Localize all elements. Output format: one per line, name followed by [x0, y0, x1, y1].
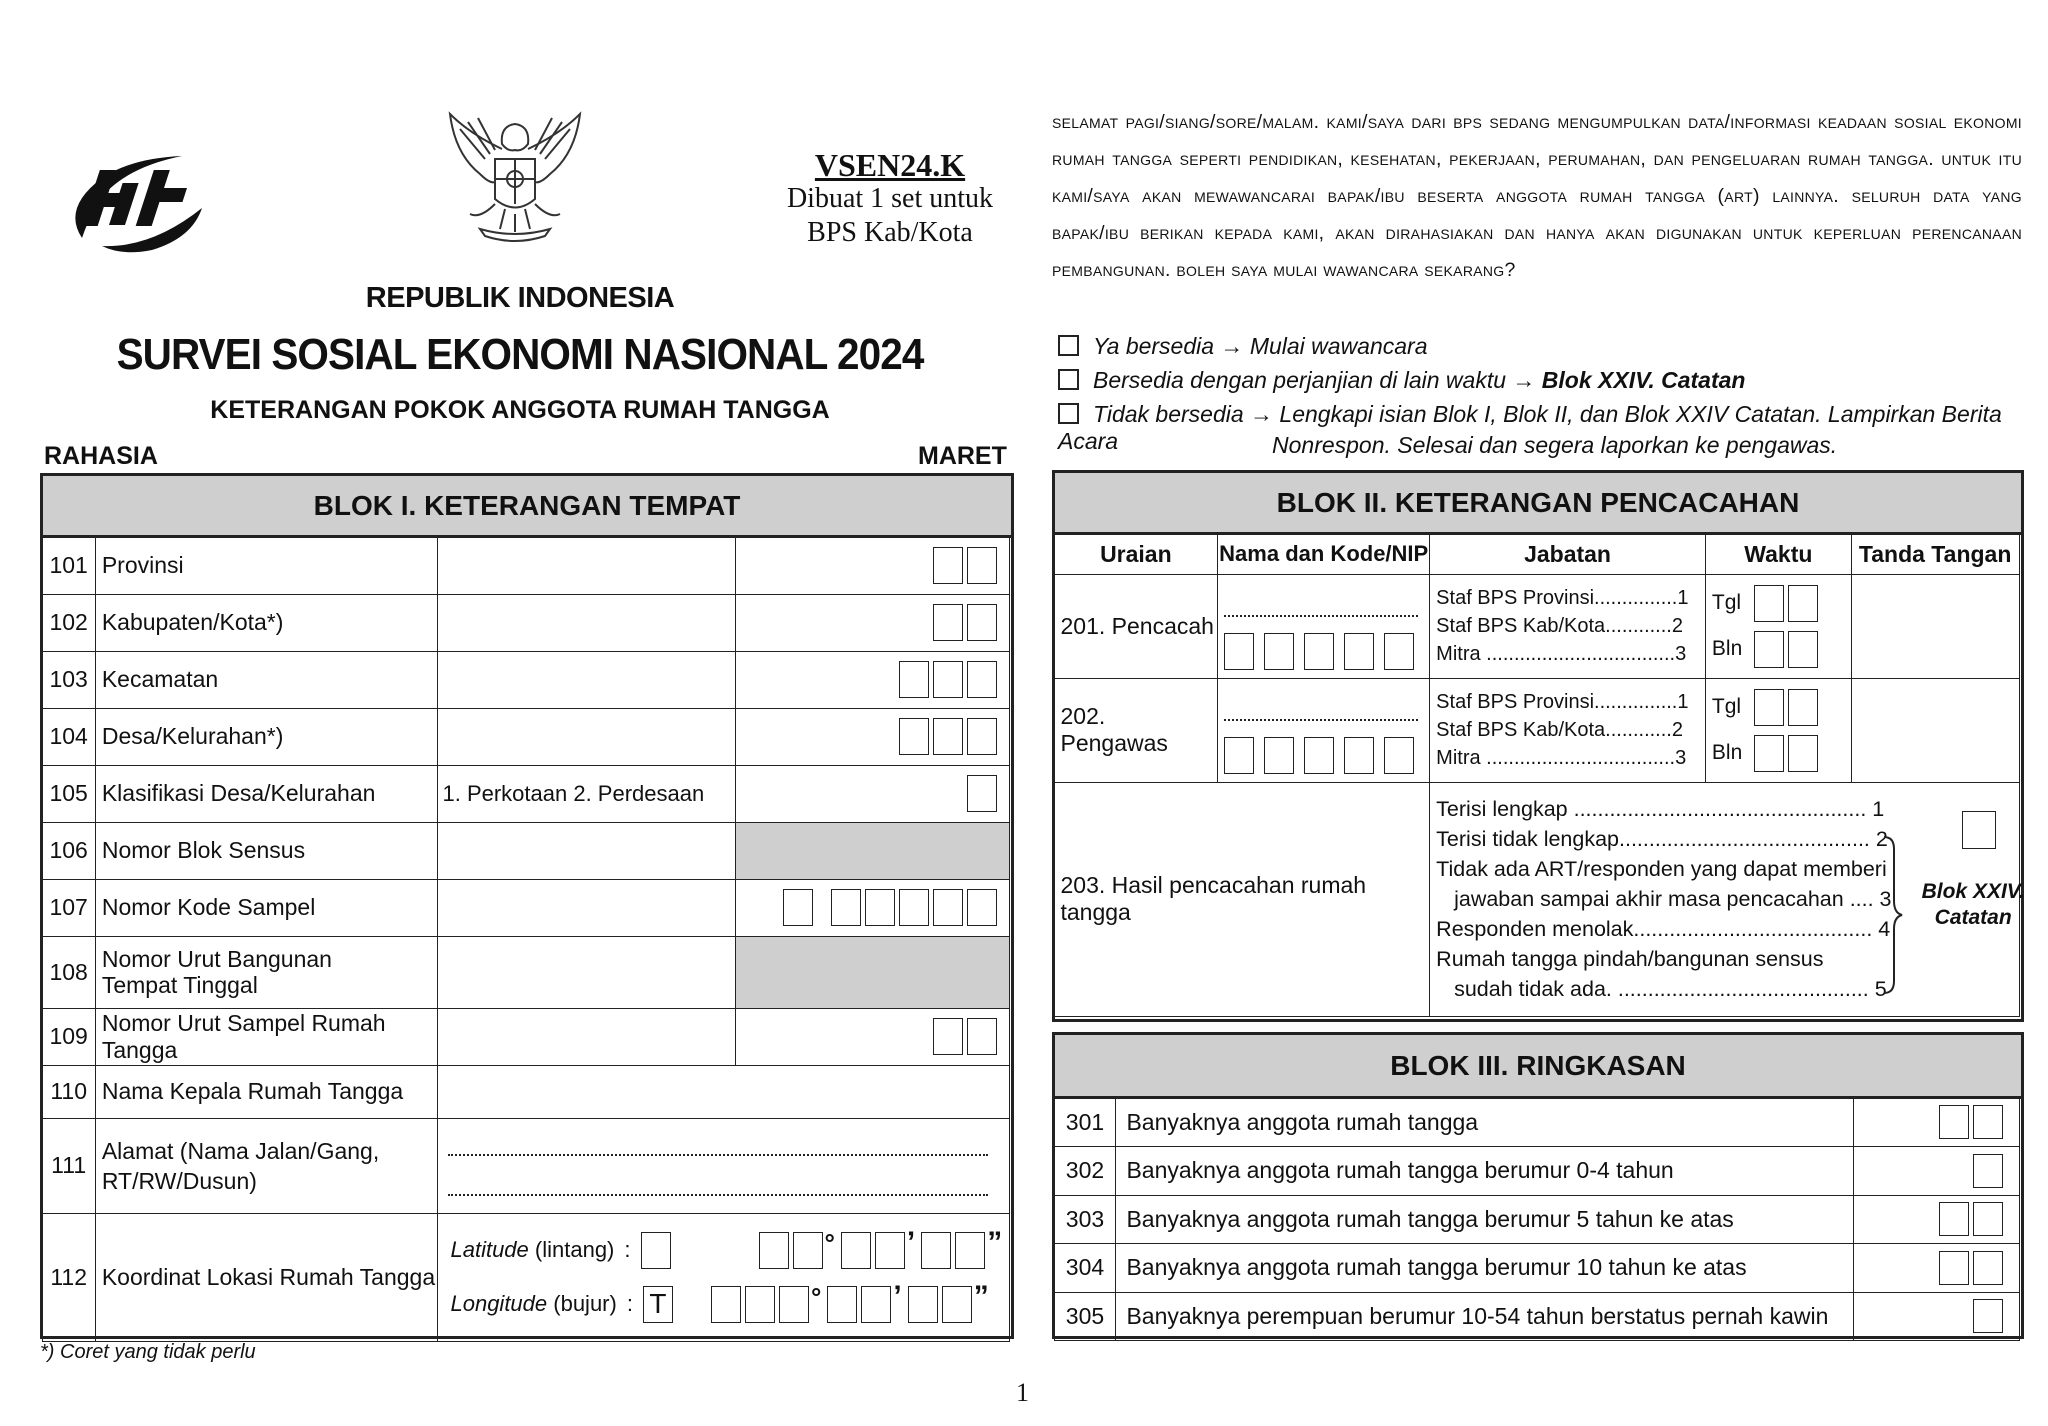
consent-option-2[interactable] [1058, 367, 1745, 394]
row-number: 304 [1054, 1244, 1116, 1293]
result-option: Responden menolak........................................ 4 [1436, 917, 1891, 941]
bln-label: Bln [1711, 741, 1743, 764]
date-box[interactable] [1754, 689, 1784, 726]
date-box[interactable] [1788, 689, 1818, 726]
block-3-title: BLOK III. RINGKASAN [1055, 1035, 2021, 1099]
shaded-cell [735, 822, 1009, 879]
row-number: 105 [42, 765, 95, 822]
nip-box[interactable] [1264, 737, 1294, 774]
minute-symbol: ’ [906, 1226, 916, 1259]
value-field[interactable] [438, 879, 735, 936]
row-label: Provinsi [95, 537, 438, 594]
latitude-sublabel: (lintang) [528, 1237, 615, 1262]
longitude-label: Longitude [450, 1291, 548, 1316]
code-field[interactable] [735, 879, 1009, 936]
row-number: 305 [1054, 1292, 1116, 1341]
position-option: Staf BPS Kab/Kota............2 [1436, 719, 1683, 741]
table-row [42, 537, 1009, 594]
code-box[interactable] [967, 661, 997, 698]
table-row [1054, 1147, 2019, 1196]
block-2-title: BLOK II. KETERANGAN PENCACAHAN [1055, 473, 2021, 535]
table-row [1054, 1098, 2019, 1147]
table-row [42, 651, 1009, 708]
col-header: Tanda Tangan [1851, 534, 2019, 574]
lat-sec-box[interactable] [921, 1232, 951, 1269]
code-field[interactable] [735, 1008, 1009, 1065]
count-box[interactable] [1973, 1202, 2003, 1236]
officer-name-field[interactable] [1218, 574, 1430, 678]
nip-boxes [1224, 633, 1425, 670]
code-box[interactable] [899, 718, 929, 755]
month-box[interactable] [1788, 631, 1818, 668]
nip-box[interactable] [1344, 633, 1374, 670]
lon-sec-box[interactable] [942, 1286, 972, 1323]
lat-deg-box[interactable] [759, 1232, 789, 1269]
code-box[interactable] [933, 661, 963, 698]
second-symbol: ” [973, 1280, 989, 1313]
code-box[interactable] [783, 889, 813, 926]
table-row [42, 708, 1009, 765]
survey-title: SURVEI SOSIAL EKONOMI NASIONAL 2024 [116, 330, 924, 379]
count-field[interactable] [1853, 1244, 2019, 1293]
code-box[interactable] [933, 1018, 963, 1055]
lon-deg-box[interactable] [711, 1286, 741, 1323]
address-line-2[interactable] [448, 1162, 988, 1196]
officer-row [1054, 678, 2019, 782]
date-box[interactable] [1788, 585, 1818, 622]
count-field[interactable] [1853, 1147, 2019, 1196]
month-label: MARET [918, 442, 1007, 470]
name-field[interactable] [438, 708, 735, 765]
nip-box[interactable] [1224, 737, 1254, 774]
row-label: Kabupaten/Kota*) [95, 594, 438, 651]
page-number: 1 [1016, 1378, 1029, 1407]
col-header: Waktu [1705, 534, 1851, 574]
nip-box[interactable] [1344, 737, 1374, 774]
row-number: 109 [42, 1008, 95, 1065]
form-note-line1: Dibuat 1 set untuk [786, 183, 994, 214]
count-field[interactable] [1853, 1098, 2019, 1147]
value-field[interactable] [438, 1008, 735, 1065]
count-box[interactable] [1973, 1251, 2003, 1285]
lat-min-box[interactable] [841, 1232, 871, 1269]
lon-deg-box[interactable] [745, 1286, 775, 1323]
row-label: Nomor Blok Sensus [95, 822, 438, 879]
secrecy-label: RAHASIA [44, 442, 158, 470]
officer-row [1054, 574, 2019, 678]
lon-deg-box[interactable] [779, 1286, 809, 1323]
lat-deg-box[interactable] [793, 1232, 823, 1269]
consent-option-3-line2: Nonrespon. Selesai dan segera laporkan ke pengawas. [1272, 432, 1838, 458]
result-label: 203. Hasil pencacahan rumah tangga [1054, 782, 1430, 1016]
count-field[interactable] [1853, 1292, 2019, 1341]
degree-symbol: ° [824, 1227, 835, 1258]
table-row [42, 1008, 1009, 1065]
address-field[interactable] [438, 1118, 1009, 1213]
block-2-table [1054, 534, 2025, 1017]
latitude-label: Latitude [450, 1237, 529, 1262]
lon-prefix-box: T [643, 1286, 673, 1323]
table-row [42, 765, 1009, 822]
code-box[interactable] [967, 547, 997, 584]
result-code-box[interactable] [1962, 811, 1996, 849]
coordinate-field [438, 1213, 1009, 1341]
code-box[interactable] [933, 889, 963, 926]
form-code: VSEN24.K [814, 147, 966, 183]
row-label: Banyaknya anggota rumah tangga berumur 10 tahun ke atas [1116, 1244, 1853, 1293]
code-field[interactable] [735, 537, 1009, 594]
month-box[interactable] [1754, 735, 1784, 772]
position-list [1430, 574, 1706, 678]
checkbox[interactable] [1058, 369, 1079, 390]
option-bold-label: Blok XXIV. Catatan [1541, 367, 1746, 393]
code-field[interactable] [735, 765, 1009, 822]
catatan-ref-line2: Catatan [1934, 905, 2012, 929]
row-number: 303 [1054, 1195, 1116, 1244]
code-box[interactable] [933, 718, 963, 755]
position-list [1430, 678, 1706, 782]
count-box[interactable] [1973, 1299, 2003, 1333]
block-3-table [1054, 1098, 2020, 1342]
block-2 [1052, 470, 2024, 1022]
nip-box[interactable] [1304, 633, 1334, 670]
brace-icon [1880, 835, 1904, 995]
name-line[interactable] [1224, 587, 1418, 617]
result-option: Terisi lengkap ................................................. 1 [1436, 797, 1885, 821]
code-field[interactable] [735, 708, 1009, 765]
row-number: 302 [1054, 1147, 1116, 1196]
name-field[interactable] [438, 537, 735, 594]
block-3 [1052, 1032, 2024, 1339]
table-row [42, 879, 1009, 936]
row-label-line1: Alamat (Nama Jalan/Gang, [101, 1137, 380, 1164]
value-field[interactable] [438, 822, 735, 879]
month-box[interactable] [1788, 735, 1818, 772]
block-1 [40, 473, 1014, 1339]
row-label: Banyaknya anggota rumah tangga berumur 5 tahun ke atas [1116, 1195, 1853, 1244]
row-label: Nomor Kode Sampel [95, 879, 438, 936]
table-row [42, 1213, 1009, 1341]
row-label: Klasifikasi Desa/Kelurahan [95, 765, 438, 822]
row-number: 301 [1054, 1098, 1116, 1147]
bln-label: Bln [1711, 637, 1743, 660]
result-option: jawaban sampai akhir masa pencacahan .... 3 [1436, 887, 1892, 911]
count-box[interactable] [1939, 1202, 1969, 1236]
lat-sec-box[interactable] [955, 1232, 985, 1269]
count-field[interactable] [1853, 1195, 2019, 1244]
row-label-line2: RT/RW/Dusun) [101, 1167, 257, 1194]
row-number: 110 [42, 1065, 95, 1118]
position-option: Mitra ..................................3 [1436, 643, 1687, 665]
nip-box[interactable] [1304, 737, 1334, 774]
catatan-ref-line1: Blok XXIV. [1921, 879, 2025, 903]
code-box[interactable] [967, 775, 997, 812]
tgl-label: Tgl [1711, 591, 1742, 614]
row-label: Nama Kepala Rumah Tangga [95, 1065, 438, 1118]
result-option: Tidak ada ART/responden yang dapat memberi [1436, 857, 1887, 881]
officer-name-field[interactable] [1218, 678, 1430, 782]
option-label: Tidak bersedia → Lengkapi isian Blok I, Blok II, dan Blok XXIV Catatan. Lampirkan Berita Acara [1058, 401, 2002, 454]
code-box[interactable] [899, 661, 929, 698]
position-option: Staf BPS Kab/Kota............2 [1436, 615, 1683, 637]
nip-box[interactable] [1384, 633, 1414, 670]
signature-field[interactable] [1851, 678, 2019, 782]
time-field [1705, 574, 1851, 678]
code-box[interactable] [865, 889, 895, 926]
value-field[interactable] [438, 936, 735, 1008]
time-field [1705, 678, 1851, 782]
option-label: Ya bersedia → Mulai wawancara [1093, 333, 1428, 359]
position-option: Staf BPS Provinsi...............1 [1436, 587, 1689, 609]
result-option: Rumah tangga pindah/bangunan sensus [1436, 947, 1824, 971]
checkbox[interactable] [1058, 335, 1079, 356]
row-label: Banyaknya anggota rumah tangga berumur 0-4 tahun [1116, 1147, 1853, 1196]
result-options [1430, 782, 2025, 1016]
row-number: 107 [42, 879, 95, 936]
latitude-row: Latitude (lintang) : ° ’ ” [450, 1223, 1008, 1277]
second-symbol: ” [987, 1226, 1003, 1259]
col-header: Nama dan Kode/NIP [1218, 534, 1430, 574]
lon-min-box[interactable] [861, 1286, 891, 1323]
table-row [42, 936, 1009, 1008]
bps-logo [62, 148, 212, 256]
minute-symbol: ’ [893, 1280, 902, 1313]
name-line[interactable] [1224, 691, 1418, 721]
lat-min-box[interactable] [875, 1232, 905, 1269]
row-number: 106 [42, 822, 95, 879]
classification-options: 1. Perkotaan 2. Perdesaan [438, 765, 735, 822]
row-label: Desa/Kelurahan*) [95, 708, 438, 765]
month-box[interactable] [1754, 631, 1784, 668]
code-box[interactable] [933, 547, 963, 584]
address-line-1[interactable] [448, 1130, 988, 1156]
table-row [42, 594, 1009, 651]
col-header: Jabatan [1430, 534, 1706, 574]
row-number: 112 [42, 1213, 95, 1341]
row-label-line1: Nomor Urut Bangunan [101, 946, 332, 972]
result-option: sudah tidak ada. .......................................... 5 [1436, 977, 1887, 1001]
nip-boxes [1224, 737, 1425, 774]
nip-box[interactable] [1224, 633, 1254, 670]
republic-label: REPUBLIK INDONESIA [365, 282, 675, 314]
code-box[interactable] [933, 604, 963, 641]
longitude-sublabel: (bujur) [547, 1291, 617, 1316]
form-code-box [760, 148, 1020, 250]
nip-box[interactable] [1264, 633, 1294, 670]
block-1-title: BLOK I. KETERANGAN TEMPAT [43, 476, 1011, 538]
result-row [1054, 782, 2019, 1016]
code-box[interactable] [831, 889, 861, 926]
result-option: Terisi tidak lengkap.......................................... 2 [1436, 827, 1888, 851]
position-option: Mitra ..................................3 [1436, 747, 1687, 769]
row-label: Nomor Urut Sampel Rumah Tangga [95, 1008, 438, 1065]
survey-subtitle: KETERANGAN POKOK ANGGOTA RUMAH TANGGA [210, 396, 830, 424]
table-row [1054, 1244, 2019, 1293]
row-label [95, 936, 438, 1008]
lon-sec-box[interactable] [908, 1286, 938, 1323]
tgl-label: Tgl [1711, 695, 1742, 718]
nip-box[interactable] [1384, 737, 1414, 774]
row-label: Kecamatan [95, 651, 438, 708]
count-box[interactable] [1939, 1251, 1969, 1285]
table-row [1054, 1292, 2019, 1341]
role-label: 202. Pengawas [1054, 678, 1218, 782]
table-row [42, 1065, 1009, 1118]
row-number: 102 [42, 594, 95, 651]
header-row [1054, 534, 2019, 574]
shaded-cell [735, 936, 1009, 1008]
table-row [42, 822, 1009, 879]
footnote: *) Coret yang tidak perlu [40, 1341, 256, 1363]
row-label [95, 1118, 438, 1213]
row-number: 104 [42, 708, 95, 765]
name-field[interactable] [438, 594, 735, 651]
longitude-row: Longitude (bujur) : T ° ’ ” [450, 1277, 1008, 1331]
code-box[interactable] [899, 889, 929, 926]
form-note-line2: BPS Kab/Kota [807, 217, 973, 248]
code-box[interactable] [967, 889, 997, 926]
row-label: Banyaknya perempuan berumur 10-54 tahun berstatus pernah kawin [1116, 1292, 1853, 1341]
code-box[interactable] [967, 604, 997, 641]
option-label: Bersedia dengan perjanjian di lain waktu → [1093, 367, 1542, 393]
lon-min-box[interactable] [827, 1286, 857, 1323]
row-label-line2: Tempat Tinggal [101, 972, 258, 998]
checkbox[interactable] [1058, 403, 1079, 424]
row-label: Banyaknya anggota rumah tangga [1116, 1098, 1853, 1147]
table-row [42, 1118, 1009, 1213]
row-number: 101 [42, 537, 95, 594]
name-field[interactable] [438, 651, 735, 708]
count-box[interactable] [1973, 1105, 2003, 1139]
code-box[interactable] [967, 1018, 997, 1055]
role-label: 201. Pencacah [1054, 574, 1218, 678]
date-box[interactable] [1754, 585, 1784, 622]
position-option: Staf BPS Provinsi...............1 [1436, 691, 1689, 713]
col-header: Uraian [1054, 534, 1218, 574]
row-number: 111 [42, 1118, 95, 1213]
block-1-table [42, 537, 1010, 1342]
count-box[interactable] [1973, 1154, 2003, 1188]
table-row [1054, 1195, 2019, 1244]
code-field[interactable] [735, 651, 1009, 708]
consent-option-1[interactable] [1058, 333, 1428, 360]
head-name-field[interactable] [438, 1065, 1009, 1118]
catatan-ref [1908, 879, 2038, 931]
row-label: Koordinat Lokasi Rumah Tangga [95, 1213, 438, 1341]
signature-field[interactable] [1851, 574, 2019, 678]
count-box[interactable] [1939, 1105, 1969, 1139]
degree-symbol: ° [810, 1281, 822, 1312]
code-box[interactable] [967, 718, 997, 755]
garuda-emblem [440, 104, 590, 254]
row-number: 103 [42, 651, 95, 708]
lat-sign-box[interactable] [641, 1232, 671, 1269]
code-field[interactable] [735, 594, 1009, 651]
row-number: 108 [42, 936, 95, 1008]
intro-text: selamat pagi/siang/sore/malam. kami/saya dari bps sedang mengumpulkan data/informasi keadaan sosial ekonomi rumah tangga seperti pendidikan, kesehatan, pekerjaan, perumahan, dan pengeluaran rumah tangga. untuk itu kami/saya akan mewawancarai bapak/ibu beserta anggota rumah tangga (art) lainnya. seluruh data yang bapak/ibu berikan kepada kami, akan dirahasiakan dan hanya akan digunakan untuk keperluan perencanaan pembangunan. boleh saya mulai wawancara sekarang? [1052, 111, 2022, 281]
